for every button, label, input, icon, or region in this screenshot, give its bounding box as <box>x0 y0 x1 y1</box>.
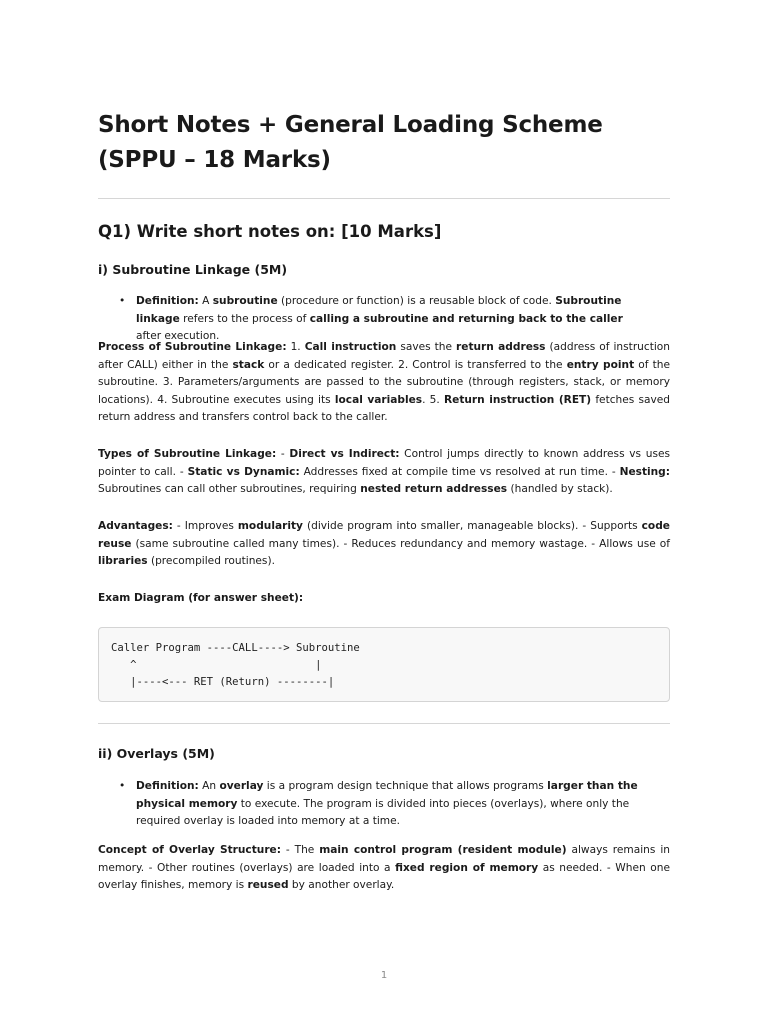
bold-term: larger than the physical memory <box>136 780 638 810</box>
bold-term: Call instruction <box>304 341 397 353</box>
text: (procedure or function) is a reusable block of code. <box>277 295 556 307</box>
q1-heading: Q1) Write short notes on: [10 Marks] <box>98 222 442 241</box>
text: saves the <box>396 341 457 353</box>
text: fetches saved return address and transfers control back to the caller. <box>98 393 671 424</box>
bold-term: nested return addresses <box>360 483 508 496</box>
diagram-code-block <box>98 627 670 702</box>
bold-term: fixed region of memory <box>395 861 539 874</box>
text: Addresses fixed at compile time vs resolved at run time. - <box>299 465 620 478</box>
text: Control jumps directly to known address vs uses pointer to call. - <box>98 448 671 478</box>
text: after execution. <box>136 330 220 343</box>
overlay-concept-paragraph <box>98 842 670 895</box>
title-divider <box>98 198 670 199</box>
bold-term: Return instruction (RET) <box>443 393 592 406</box>
bold-term: reused <box>247 879 289 892</box>
text: or a dedicated register. 2. Control is transferred to the <box>264 358 567 371</box>
text: is a program design technique that allows programs <box>263 780 548 792</box>
process-paragraph <box>98 339 670 427</box>
bold-term: modularity <box>237 520 303 532</box>
bold-term: calling a subroutine and returning back to the caller <box>309 312 623 325</box>
bold-term: main control program (resident module) <box>319 844 567 856</box>
text: - The <box>280 844 320 856</box>
bold-term: libraries <box>98 555 148 568</box>
overlay-definition-bullet <box>119 778 642 831</box>
text: (handled by stack). <box>507 483 613 496</box>
text: to execute. The program is divided into pieces (overlays), where only the required overlay is loaded into memory at a time. <box>136 797 630 828</box>
text: (divide program into smaller, manageable blocks). - Supports <box>302 520 642 532</box>
document-title: Short Notes + General Loading Scheme (SPPU – 18 Marks) <box>98 112 603 173</box>
text: . 5. <box>422 393 444 406</box>
diagram-label: Exam Diagram (for answer sheet): <box>98 592 304 604</box>
bullet-icon: • <box>119 780 126 792</box>
text: (address of instruction after CALL) either in the <box>98 341 671 371</box>
text: A <box>198 295 213 307</box>
types-label: Types of Subroutine Linkage: <box>98 448 277 460</box>
diagram-label-paragraph <box>98 590 670 608</box>
text: refers to the process of <box>179 312 310 325</box>
subroutine-linkage-heading: i) Subroutine Linkage (5M) <box>98 262 288 277</box>
page-number: 1 <box>380 970 388 981</box>
text: 1. <box>286 341 305 353</box>
text: - <box>276 448 290 460</box>
bold-term: entry point <box>566 358 635 371</box>
process-label: Process of Subroutine Linkage: <box>98 341 287 353</box>
text: as needed. - When one overlay finishes, memory is <box>98 861 670 892</box>
advantages-paragraph <box>98 518 670 571</box>
bold-term: subroutine <box>212 295 278 307</box>
bold-term: stack <box>232 358 265 371</box>
subroutine-definition-bullet <box>119 293 642 346</box>
bold-term: overlay <box>219 780 264 792</box>
bold-term: Nesting: <box>619 465 671 478</box>
text: (same subroutine called many times). - Reduces redundancy and memory wastage. - Allows use of <box>131 537 670 550</box>
bold-term: code reuse <box>98 520 670 550</box>
bold-term: return address <box>456 341 546 353</box>
advantages-label: Advantages: <box>98 520 173 532</box>
text: Subroutines can call other subroutines, requiring <box>98 483 361 496</box>
section-divider <box>98 723 670 724</box>
concept-label: Concept of Overlay Structure: <box>98 844 281 856</box>
bullet-icon: • <box>119 295 126 307</box>
definition-label: Definition: <box>136 780 199 792</box>
definition-label: Definition: <box>136 295 199 307</box>
types-paragraph <box>98 446 670 499</box>
text: always remains in memory. - Other routines (overlays) are loaded into a <box>98 844 670 874</box>
overlays-heading: ii) Overlays (5M) <box>98 746 215 761</box>
text: by another overlay. <box>288 879 395 892</box>
bold-term: local variables <box>334 393 423 406</box>
text: (precompiled routines). <box>147 555 275 568</box>
text: of the subroutine. 3. Parameters/arguments are passed to the subroutine (through registers, stack, or memory locations). 4. Subroutine executes using its <box>98 358 670 406</box>
bold-term: Direct vs Indirect: <box>289 448 400 460</box>
diagram-code: Caller Program ----CALL----> Subroutine ^ | |----<--- RET (Return) --------| <box>111 642 360 688</box>
text: - Improves <box>172 520 238 532</box>
bold-term: Static vs Dynamic: <box>187 465 300 478</box>
text: An <box>198 780 220 792</box>
bold-term: Subroutine linkage <box>136 295 622 325</box>
